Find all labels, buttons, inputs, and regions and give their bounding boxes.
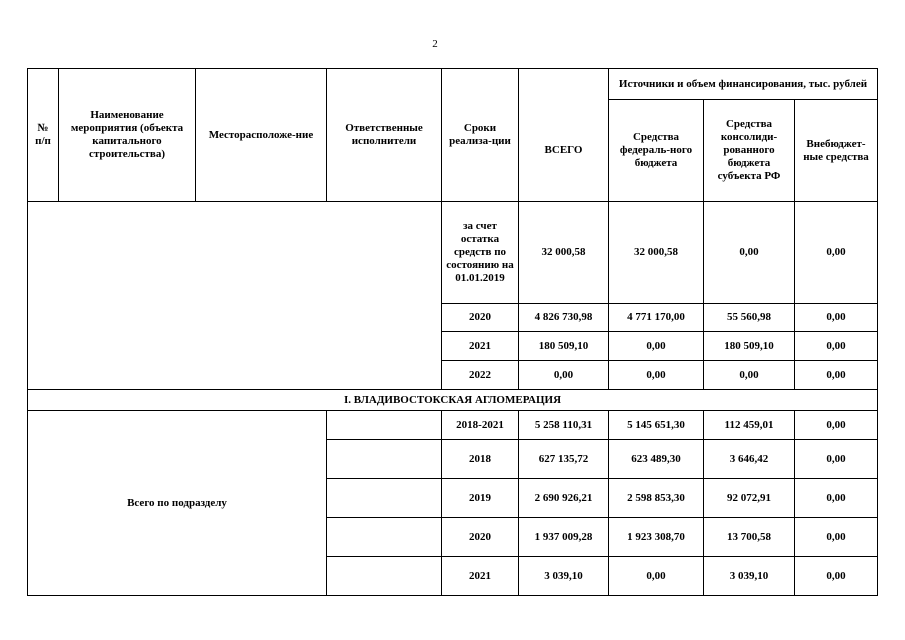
extra-cell: 0,00 (795, 518, 878, 557)
extra-cell: 0,00 (795, 479, 878, 518)
regional-cell: 0,00 (704, 202, 795, 304)
regional-cell: 3 039,10 (704, 557, 795, 596)
regional-cell: 13 700,58 (704, 518, 795, 557)
period-cell: 2019 (442, 479, 519, 518)
table-row (28, 411, 878, 440)
regional-cell: 0,00 (704, 361, 795, 390)
period-cell: 2021 (442, 557, 519, 596)
period-cell: за счет остатка средств по состоянию на 01.01.2019 (442, 202, 519, 304)
regional-cell: 180 509,10 (704, 332, 795, 361)
section-row (28, 390, 878, 411)
extra-cell: 0,00 (795, 361, 878, 390)
total-cell: 180 509,10 (519, 332, 609, 361)
period-cell: 2018 (442, 440, 519, 479)
page-number: 2 (432, 38, 438, 50)
extra-cell: 0,00 (795, 411, 878, 440)
total-cell: 5 258 110,31 (519, 411, 609, 440)
header-extra: Внебюджет-ные средства (795, 100, 878, 202)
header-row-1 (28, 69, 878, 100)
total-cell: 627 135,72 (519, 440, 609, 479)
header-sources-title: Источники и объем финансирования, тыс. рублей (609, 69, 878, 100)
header-num: № п/п (28, 69, 59, 202)
period-cell: 2020 (442, 518, 519, 557)
responsible-cell (327, 518, 442, 557)
regional-cell: 92 072,91 (704, 479, 795, 518)
federal-cell: 2 598 853,30 (609, 479, 704, 518)
header-regional: Средства консолиди-рованного бюджета субъекта РФ (704, 100, 795, 202)
total-cell: 32 000,58 (519, 202, 609, 304)
federal-cell: 4 771 170,00 (609, 304, 704, 332)
header-period: Сроки реализа-ции (442, 69, 519, 202)
responsible-cell (327, 440, 442, 479)
total-cell: 2 690 926,21 (519, 479, 609, 518)
total-cell: 1 937 009,28 (519, 518, 609, 557)
total-cell: 0,00 (519, 361, 609, 390)
period-cell: 2020 (442, 304, 519, 332)
period-cell: 2021 (442, 332, 519, 361)
federal-cell: 5 145 651,30 (609, 411, 704, 440)
federal-cell: 0,00 (609, 361, 704, 390)
federal-cell: 623 489,30 (609, 440, 704, 479)
federal-cell: 0,00 (609, 332, 704, 361)
empty-merged-cell (28, 202, 442, 390)
section-title: I. ВЛАДИВОСТОКСКАЯ АГЛОМЕРАЦИЯ (28, 390, 878, 411)
extra-cell: 0,00 (795, 202, 878, 304)
header-location: Месторасположе-ние (196, 69, 327, 202)
period-cell: 2018-2021 (442, 411, 519, 440)
header-responsible: Ответственные исполнители (327, 69, 442, 202)
regional-cell: 112 459,01 (704, 411, 795, 440)
total-cell: 3 039,10 (519, 557, 609, 596)
extra-cell: 0,00 (795, 440, 878, 479)
header-total: ВСЕГО (519, 100, 609, 202)
extra-cell: 0,00 (795, 557, 878, 596)
financing-table (27, 68, 878, 596)
regional-cell: 55 560,98 (704, 304, 795, 332)
federal-cell: 1 923 308,70 (609, 518, 704, 557)
extra-cell: 0,00 (795, 332, 878, 361)
regional-cell: 3 646,42 (704, 440, 795, 479)
subtotal-label: Всего по подразделу (28, 411, 327, 596)
header-federal: Средства федераль-ного бюджета (609, 100, 704, 202)
header-name: Наименование мероприятия (объекта капитального строительства) (59, 69, 196, 202)
federal-cell: 32 000,58 (609, 202, 704, 304)
responsible-cell (327, 411, 442, 440)
total-cell: 4 826 730,98 (519, 304, 609, 332)
header-total-top (519, 69, 609, 100)
responsible-cell (327, 479, 442, 518)
table-row (28, 202, 878, 304)
responsible-cell (327, 557, 442, 596)
period-cell: 2022 (442, 361, 519, 390)
extra-cell: 0,00 (795, 304, 878, 332)
federal-cell: 0,00 (609, 557, 704, 596)
